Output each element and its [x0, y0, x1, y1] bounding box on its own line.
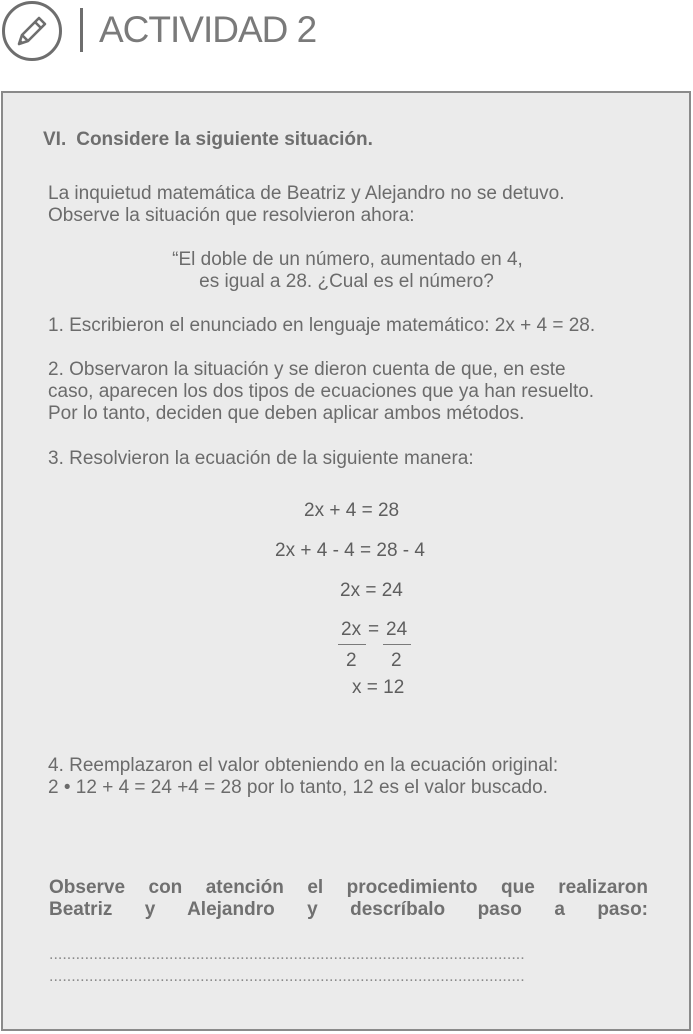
step-2-line-2: caso, aparecen los dos tipos de ecuaciones que ya han resuelto.	[48, 381, 595, 402]
pencil-icon	[13, 12, 51, 50]
intro-line-1: La inquietud matemática de Beatriz y Alejandro no se detuvo.	[48, 183, 565, 204]
pencil-icon-circle	[2, 1, 62, 61]
step-2-line-3: Por lo tanto, deciden que deben aplicar ambos métodos.	[48, 403, 525, 424]
answer-line-1[interactable]: ...........................................................................................................	[49, 946, 525, 963]
fraction-equals: =	[368, 619, 380, 640]
task-line-1: Observe con atención el procedimiento que realizaron	[49, 877, 648, 898]
task-line-2: Beatriz y Alejandro y descríbalo paso a paso:	[49, 899, 648, 920]
fraction-right-numerator: 24	[386, 619, 408, 640]
equation-3: 2x = 24	[340, 580, 403, 601]
step-4-line-1: 4. Reemplazaron el valor obteniendo en la ecuación original:	[48, 755, 559, 776]
section-title: Considere la siguiente situación.	[76, 129, 373, 150]
step-1: 1. Escribieron el enunciado en lenguaje matemático: 2x + 4 = 28.	[48, 315, 596, 336]
fraction-bar-left	[338, 644, 366, 645]
equation-5: x = 12	[352, 677, 405, 698]
fraction-bar-right	[383, 644, 411, 645]
answer-line-2[interactable]: ...........................................................................................................	[49, 968, 525, 985]
activity-header	[0, 0, 693, 70]
fraction-left-numerator: 2x	[341, 619, 362, 640]
step-2-line-1: 2. Observaron la situación y se dieron cuenta de que, en este	[48, 359, 566, 380]
step-4-line-2: 2 • 12 + 4 = 24 +4 = 28 por lo tanto, 12 es el valor buscado.	[48, 777, 548, 798]
section-heading	[43, 129, 373, 151]
step-3: 3. Resolvieron la ecuación de la siguiente manera:	[48, 448, 474, 469]
fraction-left-denominator: 2	[346, 650, 357, 671]
intro-line-2: Observe la situación que resolvieron ahora:	[48, 205, 415, 226]
quote-line-1: “El doble de un número, aumentado en 4,	[172, 249, 523, 270]
section-number: VI.	[43, 129, 67, 150]
page-title: ACTIVIDAD 2	[99, 9, 317, 50]
title-divider	[80, 8, 83, 52]
quote-line-2: es igual a 28. ¿Cual es el número?	[199, 271, 494, 292]
fraction-right-denominator: 2	[391, 650, 402, 671]
equation-1: 2x + 4 = 28	[304, 500, 400, 521]
equation-2: 2x + 4 - 4 = 28 - 4	[275, 540, 425, 561]
